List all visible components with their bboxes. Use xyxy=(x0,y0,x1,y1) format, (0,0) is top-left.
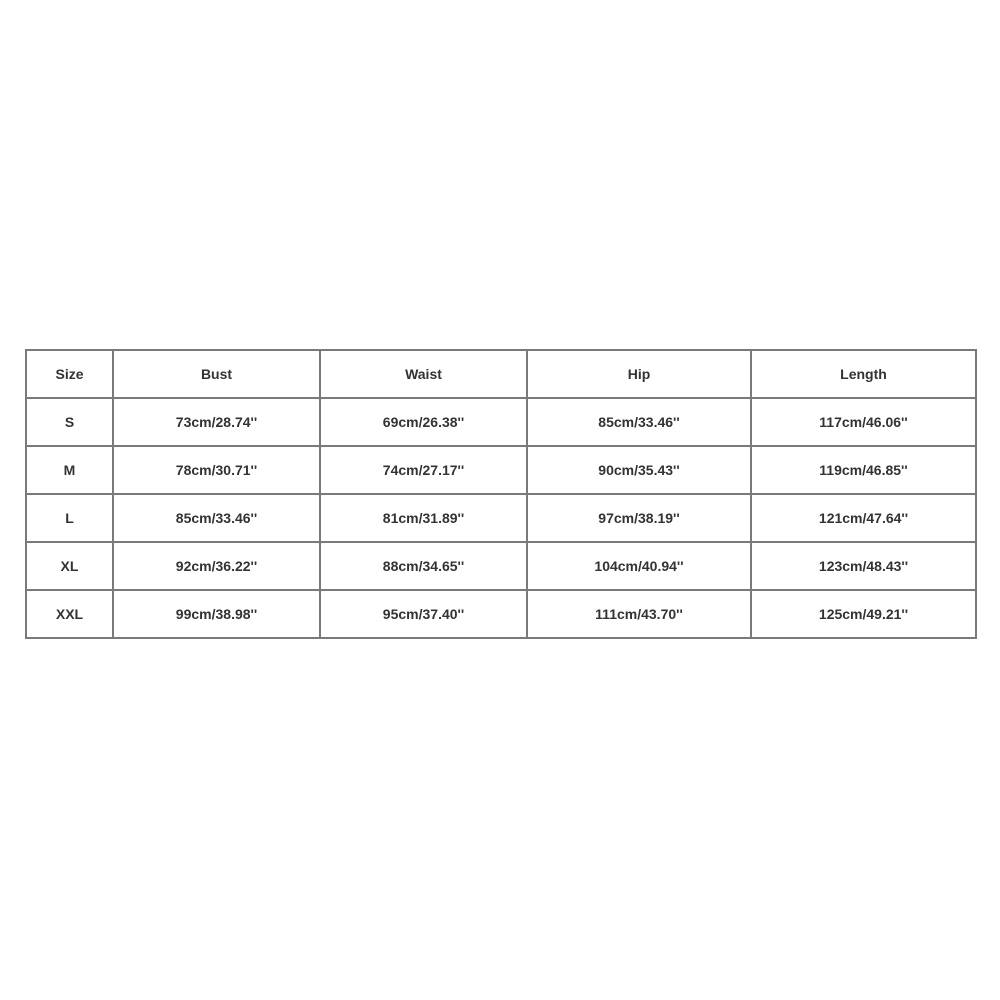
table-row xyxy=(26,446,976,494)
cell-size: S xyxy=(26,398,113,446)
cell-length: 125cm/49.21'' xyxy=(751,590,976,638)
cell-length: 119cm/46.85'' xyxy=(751,446,976,494)
cell-bust: 92cm/36.22'' xyxy=(113,542,320,590)
header-waist: Waist xyxy=(320,350,527,398)
table-row xyxy=(26,590,976,638)
header-bust: Bust xyxy=(113,350,320,398)
cell-size: M xyxy=(26,446,113,494)
header-size: Size xyxy=(26,350,113,398)
header-length: Length xyxy=(751,350,976,398)
cell-size: L xyxy=(26,494,113,542)
cell-bust: 99cm/38.98'' xyxy=(113,590,320,638)
cell-length: 121cm/47.64'' xyxy=(751,494,976,542)
cell-waist: 95cm/37.40'' xyxy=(320,590,527,638)
cell-waist: 81cm/31.89'' xyxy=(320,494,527,542)
cell-bust: 78cm/30.71'' xyxy=(113,446,320,494)
table-header-row xyxy=(26,350,976,398)
table-row xyxy=(26,494,976,542)
cell-hip: 97cm/38.19'' xyxy=(527,494,751,542)
cell-hip: 111cm/43.70'' xyxy=(527,590,751,638)
cell-bust: 85cm/33.46'' xyxy=(113,494,320,542)
table-row xyxy=(26,542,976,590)
table-row xyxy=(26,398,976,446)
cell-size: XXL xyxy=(26,590,113,638)
cell-waist: 88cm/34.65'' xyxy=(320,542,527,590)
cell-waist: 69cm/26.38'' xyxy=(320,398,527,446)
cell-bust: 73cm/28.74'' xyxy=(113,398,320,446)
size-chart-table xyxy=(25,349,977,639)
cell-length: 123cm/48.43'' xyxy=(751,542,976,590)
cell-length: 117cm/46.06'' xyxy=(751,398,976,446)
cell-hip: 104cm/40.94'' xyxy=(527,542,751,590)
header-hip: Hip xyxy=(527,350,751,398)
cell-waist: 74cm/27.17'' xyxy=(320,446,527,494)
cell-hip: 90cm/35.43'' xyxy=(527,446,751,494)
cell-hip: 85cm/33.46'' xyxy=(527,398,751,446)
cell-size: XL xyxy=(26,542,113,590)
